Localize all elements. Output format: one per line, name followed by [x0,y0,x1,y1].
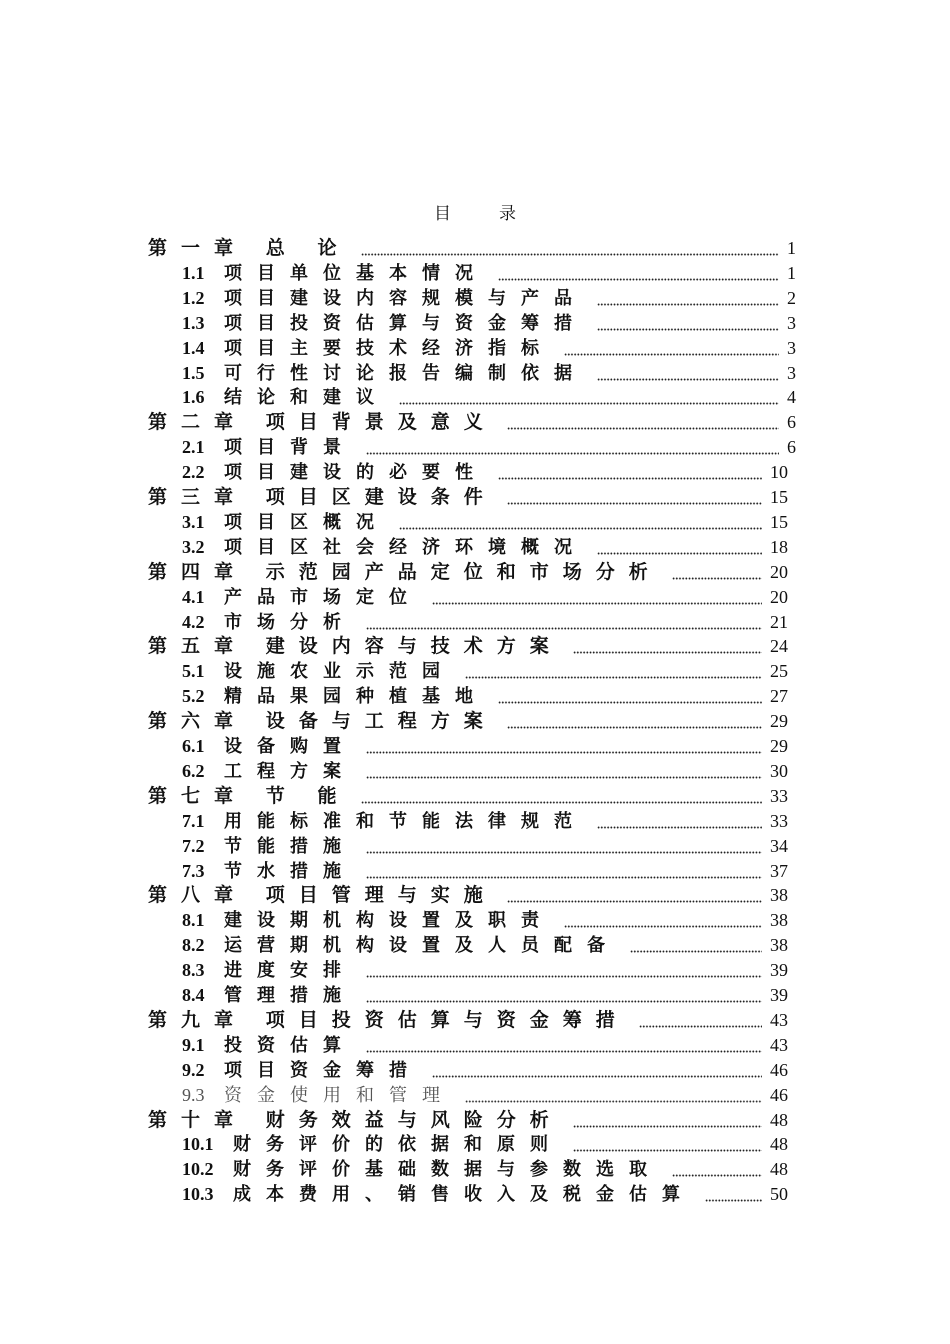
toc-section-entry[interactable] [182,286,796,311]
dot-leader [507,883,762,908]
toc-entry-label: 4.1 产品市场定位 [182,586,422,607]
toc-section-entry[interactable] [182,734,788,759]
toc-section-entry[interactable] [182,684,788,709]
toc-entry-label: 第六章 设备与工程方案 [148,711,497,733]
toc-section-entry[interactable] [182,1182,788,1207]
toc-page-number: 43 [770,1034,788,1055]
toc-entry-label: 3.1 项目区概况 [182,511,389,532]
toc-chapter-entry[interactable] [148,236,796,261]
toc-entry-label: 9.1 投资估算 [182,1034,356,1055]
toc-page-number: 29 [770,736,788,756]
toc-page-number: 38 [770,935,788,956]
dot-leader [672,1157,762,1182]
toc-page-number: 1 [787,262,796,283]
dot-leader [361,236,779,261]
toc-section-entry[interactable] [182,759,788,784]
dot-leader [573,634,762,659]
dot-leader [366,958,762,983]
toc-page-number: 48 [770,1109,788,1130]
toc-chapter-entry[interactable] [148,410,796,435]
toc-entry-label: 8.3 进度安排 [182,960,356,981]
toc-section-entry[interactable] [182,585,788,610]
toc-entry-label: 7.1 用能标准和节能法律规范 [182,810,587,831]
toc-section-entry[interactable] [182,1157,788,1182]
toc-chapter-entry[interactable] [148,634,788,659]
toc-page-number: 38 [770,885,788,906]
toc-section-entry[interactable] [182,983,788,1008]
toc-entry-label: 5.2 精品果园种植基地 [182,686,488,707]
toc-page-number: 34 [770,835,788,856]
toc-page-number: 6 [787,437,796,458]
toc-section-entry[interactable] [182,859,788,884]
dot-leader [366,435,779,460]
toc-chapter-entry[interactable] [148,709,788,734]
toc-page-number: 3 [787,312,796,333]
dot-leader [564,908,762,933]
toc-entry-label: 1.4 项目主要技术经济指标 [182,337,554,358]
toc-page-number: 37 [770,860,788,881]
toc-entry-label: 第二章 项目背景及意义 [148,412,497,434]
dot-leader [597,809,762,834]
dot-leader [366,734,762,759]
toc-entry-label: 第十章 财务效益与风险分析 [148,1109,563,1131]
dot-leader [432,1058,762,1083]
toc-page-number: 27 [770,686,788,707]
toc-page-number: 3 [787,362,796,383]
toc-section-entry[interactable] [182,834,788,859]
toc-page-number: 21 [770,611,788,632]
toc-entry-label: 第五章 建设内容与技术方案 [148,636,563,658]
toc-chapter-entry[interactable] [148,784,788,809]
toc-page-number: 48 [770,1134,788,1155]
toc-entry-label: 8.1 建设期机构设置及职责 [182,910,554,931]
dot-leader [432,585,762,610]
toc-page-number: 43 [770,1009,788,1030]
toc-section-entry[interactable] [182,809,788,834]
toc-entry-label: 9.3 资金使用和管理 [182,1084,455,1105]
toc-entry-label: 1.6 结论和建议 [182,387,389,408]
toc-section-entry[interactable] [182,261,796,286]
dot-leader [366,834,762,859]
toc-entry-label: 7.3 节水措施 [182,860,356,881]
toc-title: 目录 [434,204,564,223]
dot-leader [366,759,762,784]
toc-page-number: 1 [787,238,796,258]
dot-leader [705,1182,762,1207]
toc-entry-label: 9.2 项目资金筹措 [182,1059,422,1080]
toc-entry-label: 1.3 项目投资估算与资金筹措 [182,312,587,333]
toc-section-entry[interactable] [182,1083,788,1108]
toc-entry-label: 10.2 财务评价基础数据与参数选取 [182,1159,662,1180]
dot-leader [498,261,779,286]
toc-page-number: 24 [770,636,788,657]
toc-entry-label: 1.5 可行性讨论报告编制依据 [182,362,587,383]
toc-entry-label: 4.2 市场分析 [182,611,356,632]
toc-section-entry[interactable] [182,908,788,933]
toc-page-number: 46 [770,1059,788,1080]
toc-entry-label: 第一章 总 论 [148,238,351,259]
dot-leader [630,933,762,958]
dot-leader [597,361,779,386]
toc-entry-label: 第三章 项目区建设条件 [148,487,497,508]
toc-page-number: 48 [770,1159,788,1180]
toc-page-number: 4 [787,387,796,408]
dot-leader [361,784,762,809]
toc-page-number: 2 [787,287,796,308]
toc-section-entry[interactable] [182,535,788,560]
dot-leader [564,336,779,361]
toc-page-number: 15 [770,511,788,532]
toc-page-number: 50 [770,1184,788,1205]
dot-leader [573,1108,762,1133]
toc-entry-label: 第九章 项目投资估算与资金筹措 [148,1009,629,1031]
toc-section-entry[interactable] [182,311,796,336]
toc-section-entry[interactable] [182,385,796,410]
dot-leader [366,1033,762,1058]
toc-entry-label: 1.1 项目单位基本情况 [182,262,488,283]
toc-page-number: 33 [770,785,788,806]
toc-page-number: 33 [770,810,788,831]
dot-leader [366,610,762,635]
toc-section-entry[interactable] [182,659,788,684]
dot-leader [639,1008,762,1033]
dot-leader [597,535,762,560]
toc-entry-label: 3.2 项目区社会经济环境概况 [182,536,587,557]
toc-chapter-entry[interactable] [148,883,788,908]
dot-leader [399,385,779,410]
toc-section-entry[interactable] [182,1058,788,1083]
toc-entry-label: 2.1 项目背景 [182,437,356,458]
toc-page-number: 38 [770,910,788,931]
dot-leader [507,485,762,510]
toc-section-entry[interactable] [182,1033,788,1058]
toc-page-number: 39 [770,985,788,1005]
toc-page-number: 6 [787,412,796,433]
toc-chapter-entry[interactable] [148,560,788,585]
dot-leader [507,709,762,734]
dot-leader [507,410,779,435]
toc-entry-label: 10.3 成本费用、销售收入及税金估算 [182,1184,695,1205]
dot-leader [597,311,779,336]
toc-entry-label: 第七章 节 能 [148,785,351,807]
toc-entry-label: 第四章 示范园产品定位和市场分析 [148,561,662,583]
toc-page-number: 39 [770,960,788,981]
toc-chapter-entry[interactable] [148,485,788,510]
toc-section-entry[interactable] [182,361,796,386]
toc-section-entry[interactable] [182,336,796,361]
toc-entry-label: 6.2 工程方案 [182,760,356,781]
toc-entry-label: 第八章 项目管理与实施 [148,885,497,907]
dot-leader [465,1083,762,1108]
toc-page-number: 3 [787,337,796,358]
toc-section-entry[interactable] [182,1132,788,1157]
toc-page-number: 20 [770,561,788,582]
toc-section-entry[interactable] [182,460,788,485]
toc-entry-label: 5.1 设施农业示范园 [182,661,455,682]
dot-leader [498,684,762,709]
toc-entry-label: 6.1 设备购置 [182,736,356,756]
toc-page-number: 25 [770,661,788,682]
toc-entry-label: 2.2 项目建设的必要性 [182,462,488,483]
toc-chapter-entry[interactable] [148,1008,788,1033]
toc-page-number: 29 [770,711,788,732]
dot-leader [366,983,762,1008]
toc-page-number: 30 [770,760,788,781]
dot-leader [573,1132,762,1157]
toc-section-entry[interactable] [182,610,788,635]
dot-leader [672,560,762,585]
toc-entry-label: 1.2 项目建设内容规模与产品 [182,287,587,308]
toc-section-entry[interactable] [182,435,796,460]
toc-entry-label: 7.2 节能措施 [182,835,356,856]
toc-page-number: 46 [770,1084,788,1105]
toc-section-entry[interactable] [182,510,788,535]
toc-entry-label: 10.1 财务评价的依据和原则 [182,1134,563,1155]
toc-page-number: 18 [770,536,788,557]
dot-leader [465,659,762,684]
toc-section-entry[interactable] [182,933,788,958]
dot-leader [399,510,762,535]
toc-page-number: 15 [770,487,788,507]
toc-entry-label: 8.2 运营期机构设置及人员配备 [182,935,620,956]
toc-section-entry[interactable] [182,958,788,983]
toc-entry-label: 8.4 管理措施 [182,985,356,1005]
dot-leader [366,859,762,884]
toc-chapter-entry[interactable] [148,1108,788,1133]
dot-leader [498,460,762,485]
toc-page-number: 10 [770,462,788,483]
dot-leader [597,286,779,311]
toc-page-number: 20 [770,586,788,607]
